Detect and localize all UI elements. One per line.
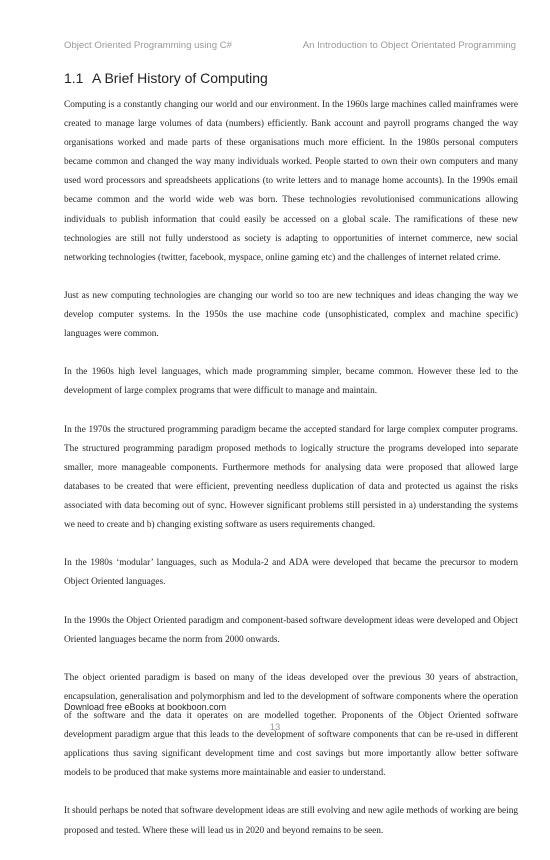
paragraph: Computing is a constantly changing our world and our environment. In the 1960s large machines called mainframes were created to manage large volumes of data (numbers) efficiently. Bank account and payroll programs changed the way organisations worked and made parts of these organisations much more efficient. In the 1980s personal computers became common and changed the way many individuals worked. People started to own their own computers and many used word processors and spreadsheets applications (to write letters and to manage home accounts). In the 1990s email became common and the world wide web was born. These technologies revolutionised communications allowing individuals to publish information that could easily be accessed on a global scale. The ramifications of these new technologies are still not fully understood as society is adapting to opportunities of internet commerce, new social networking technologies (twitter, facebook, myspace, online gaming etc) and the challenges of internet related crime. bbox=[64, 100, 518, 263]
section-heading bbox=[64, 70, 268, 86]
paragraph: It should perhaps be noted that software development ideas are still evolving and new agile methods of working are being proposed and tested. Where these will lead us in 2020 and beyond remains to be seen. bbox=[64, 806, 518, 836]
paragraph: The object oriented paradigm is based on many of the ideas developed over the previous 30 years of abstraction, encapsulation, generalisation and polymorphism and led to the development of software components where the operation of the software and the data it operates on are modelled together. Proponents of the Object Oriented software development paradigm argue that this leads to the development of software components that can be re-used in different applications thus saving significant development time and cost savings but more importantly allow better software models to be produced that make systems more maintainable and easier to understand. bbox=[64, 672, 518, 779]
chapter-title: An Introduction to Object Orientated Programming bbox=[302, 40, 516, 51]
body-text bbox=[64, 96, 518, 860]
paragraph: Just as new computing technologies are changing our world so too are new techniques and ideas changing the way we develop computer systems. In the 1950s the use machine code (unsophisticated, complex and machine specific) languages were common. bbox=[64, 290, 518, 340]
paragraph: In the 1960s high level languages, which made programming simpler, became common. However these led to the development of large complex programs that were difficult to manage and maintain. bbox=[64, 367, 518, 397]
section-title: A Brief History of Computing bbox=[92, 70, 268, 86]
page-number: 13 bbox=[269, 722, 281, 733]
paragraph: In the 1990s the Object Oriented paradigm and component-based software development ideas were developed and Object Oriented languages became the norm from 2000 onwards. bbox=[64, 615, 518, 645]
section-number: 1.1 bbox=[64, 70, 84, 86]
running-header bbox=[64, 40, 516, 52]
book-title: Object Oriented Programming using C# bbox=[64, 40, 232, 51]
download-link[interactable]: Download free eBooks at bookboon.com bbox=[64, 702, 227, 712]
paragraph: In the 1980s ‘modular’ languages, such as Modula-2 and ADA were developed that became the precursor to modern Object Oriented languages. bbox=[64, 558, 518, 588]
paragraph: In the 1970s the structured programming paradigm became the accepted standard for large complex computer programs. The structured programming paradigm proposed methods to logically structure the programs developed into separate smaller, more manageable components. Furthermore methods for analysing data were proposed that allowed large databases to be created that were efficient, preventing needless duplication of data and protected us against the risks associated with data becoming out of sync. However significant problems still persisted in a) understanding the systems we need to create and b) changing existing software as users requirements changed. bbox=[64, 424, 518, 531]
